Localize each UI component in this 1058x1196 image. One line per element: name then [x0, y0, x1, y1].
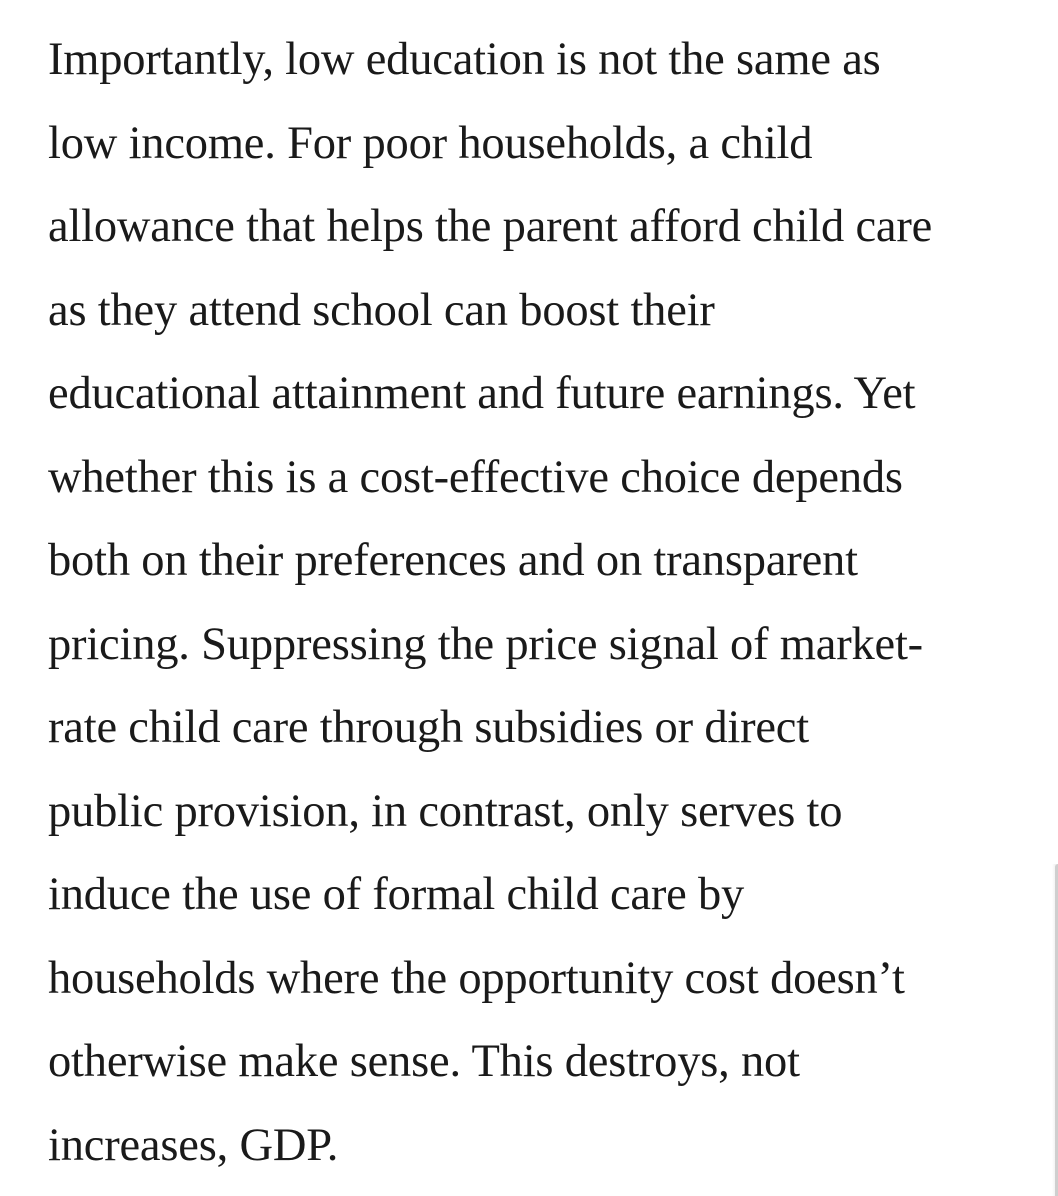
- article-paragraph: Importantly, low education is not the same as low income. For poor households, a child allowance that helps the parent afford child care as they attend school can boost their educational attainment and future earnings. Yet whether this is a cost-effective choice depends both on their preferences and on transparent pricing. Suppressing the price signal of market- rate child care through subsidies or direct public provision, in contrast, only serves to induce the use of formal child care by households where the opportunity cost doesn’t otherwise make sense. This destroys, not increases, GDP.: [48, 34, 933, 1171]
